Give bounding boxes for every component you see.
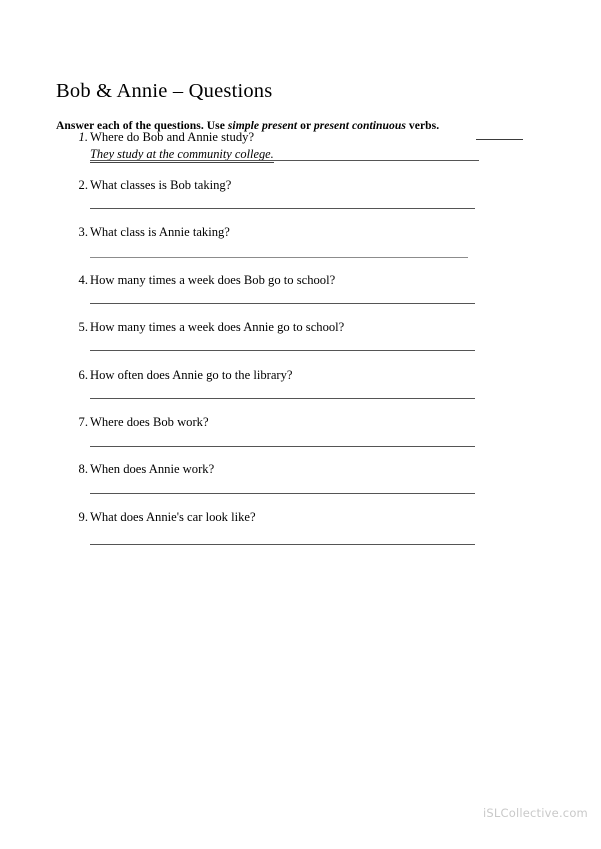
instruction-part3: verbs. bbox=[405, 118, 440, 132]
question-number-9: 9. bbox=[78, 510, 88, 524]
answer-text-1[interactable] bbox=[90, 148, 274, 160]
question-text-6: How often does Annie go to the library? bbox=[90, 368, 293, 382]
answer-line-6[interactable] bbox=[90, 398, 475, 399]
instruction-part2: or bbox=[297, 118, 314, 132]
question-number-5: 5. bbox=[78, 320, 88, 334]
question-number-7: 7. bbox=[78, 415, 88, 429]
question-text-9: What does Annie's car look like? bbox=[90, 510, 256, 524]
header-blank-rule[interactable] bbox=[476, 139, 523, 140]
answer-text-1-value: They study at the community college. bbox=[90, 147, 274, 161]
question-number-8: 8. bbox=[78, 462, 88, 476]
answer-line-3[interactable] bbox=[90, 257, 468, 258]
question-text-8: When does Annie work? bbox=[90, 462, 215, 476]
instruction-emphasis-present-continuous: present continuous bbox=[313, 118, 406, 132]
question-text-2: What classes is Bob taking? bbox=[90, 178, 232, 192]
answer-line-4[interactable] bbox=[90, 303, 475, 304]
question-text-7: Where does Bob work? bbox=[90, 415, 209, 429]
answer-line-5[interactable] bbox=[90, 350, 475, 351]
answer-line-8[interactable] bbox=[90, 493, 475, 494]
question-number-1: 1. bbox=[78, 130, 88, 144]
answer-line-9[interactable] bbox=[90, 544, 475, 545]
question-number-3: 3. bbox=[78, 225, 88, 239]
answer-line-7[interactable] bbox=[90, 446, 475, 447]
question-text-4: How many times a week does Bob go to school? bbox=[90, 273, 336, 287]
question-text-5: How many times a week does Annie go to school? bbox=[90, 320, 345, 334]
page-title: Bob & Annie – Questions bbox=[56, 79, 273, 102]
instruction-emphasis-simple-present: simple present bbox=[227, 118, 298, 132]
watermark: iSLCollective.com bbox=[483, 806, 588, 820]
question-text-1: Where do Bob and Annie study? bbox=[90, 130, 255, 144]
answer-line-1[interactable] bbox=[90, 160, 479, 161]
answer-line-2[interactable] bbox=[90, 208, 475, 209]
question-number-6: 6. bbox=[78, 368, 88, 382]
instruction-part1: Answer each of the questions. Use bbox=[56, 118, 228, 132]
question-text-3: What class is Annie taking? bbox=[90, 225, 230, 239]
question-number-4: 4. bbox=[78, 273, 88, 287]
question-number-2: 2. bbox=[78, 178, 88, 192]
